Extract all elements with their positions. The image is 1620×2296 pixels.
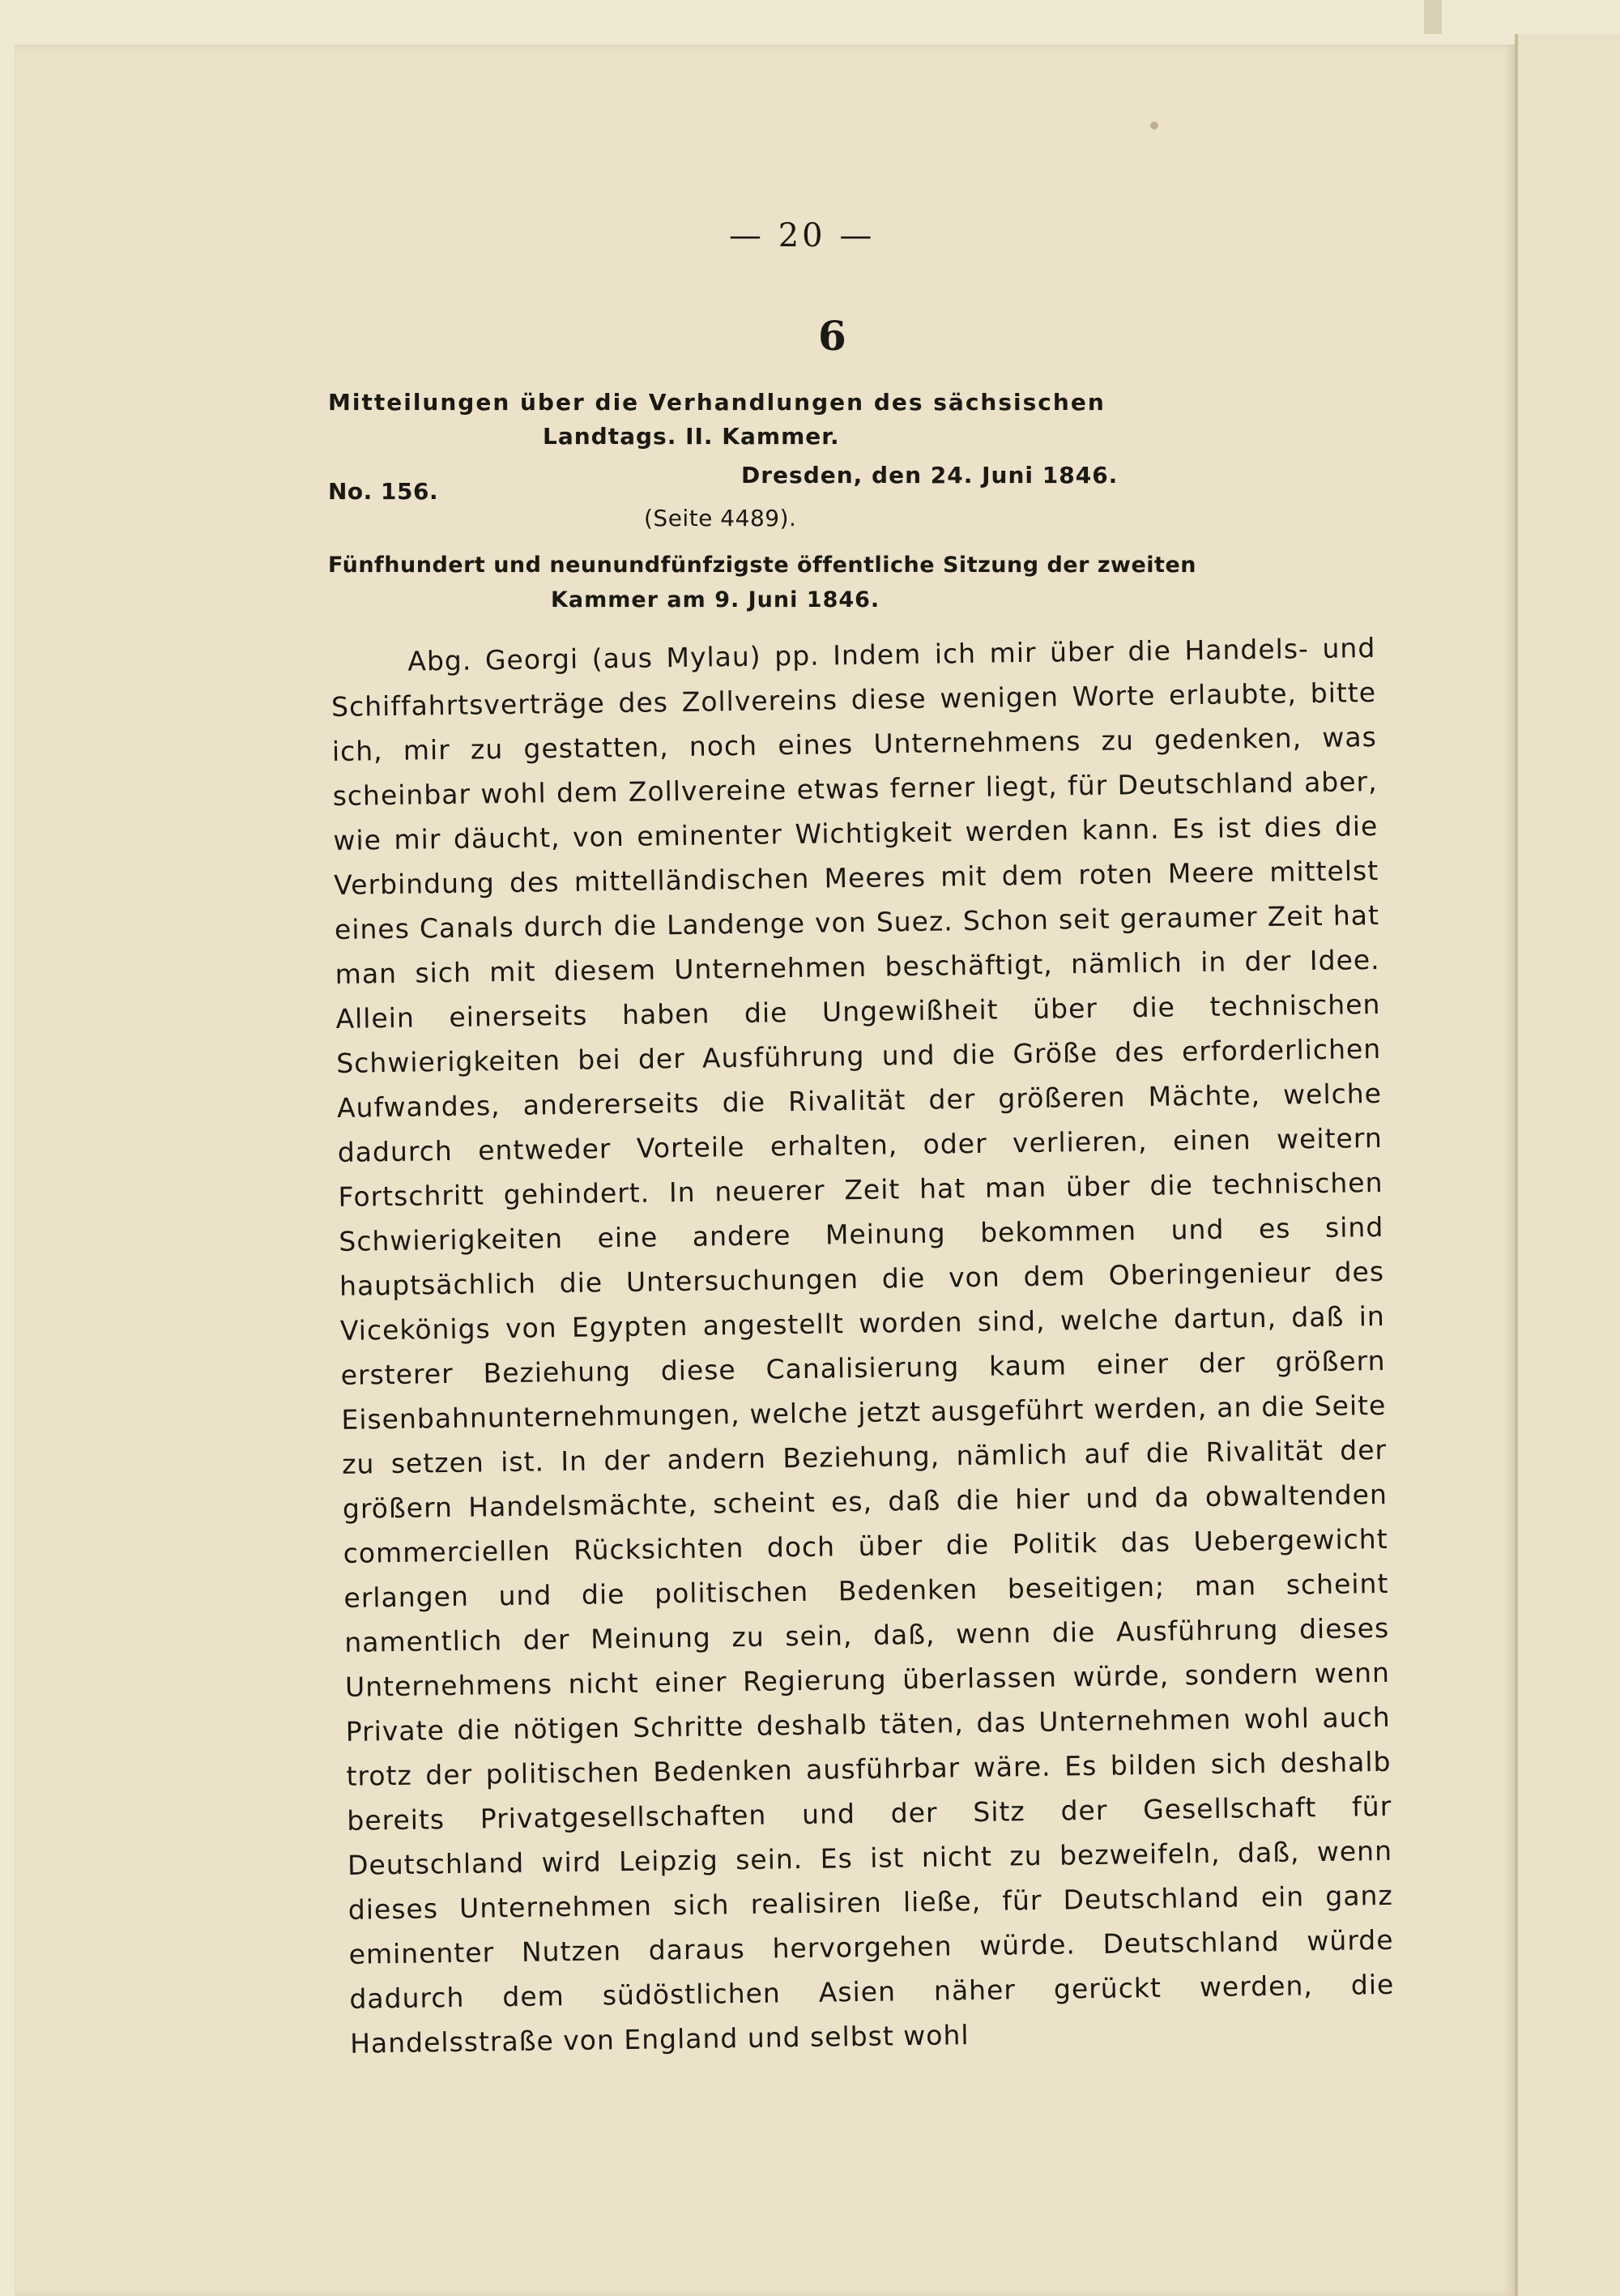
body-paragraph: Abg. Georgi (aus Mylau) pp. Indem ich mir über die Handels- und Schiffahrtsverträge des Zollvereins diese wenigen Worte erlaubte, bitte ich, mir zu gestatten, noch eines Unternehmens zu gedenken, was scheinbar wohl dem Zollvereine etwas ferner liegt, für Deutschland aber, wie mir däucht, von eminenter Wichtigkeit werden kann. Es ist dies die Verbindung des mittelländischen Meeres mit dem roten Meere mittelst eines Canals durch die Landenge von Suez. Schon seit geraumer Zeit hat man sich mit diesem Unternehmen beschäftigt, nämlich in der Idee. Allein einerseits haben die Ungewißheit über die technischen Schwierigkeiten bei der Ausführung und die Größe des erforderlichen Aufwandes, andererseits die Rivalität der größeren Mächte, welche dadurch entweder Vorteile erhalten, oder verlieren, einen weitern Fortschritt gehindert. In neuerer Zeit hat man über die technischen Schwierigkeiten eine andere Meinung bekommen und es sind hauptsächlich die Untersuchungen die von dem Oberingenieur des Vicekönigs von Egypten angestellt worden sind, welche dartun, daß in ersterer Beziehung diese Canalisierung kaum einer der größern Eisenbahnunternehmungen, welche jetzt ausgeführt werden, an die Seite zu setzen ist. In der andern Beziehung, nämlich auf die Rivalität der größern Handelsmächte, scheint es, daß die hier und da obwaltenden commerciellen Rücksichten doch über die Politik das Uebergewicht erlangen und die politischen Bedenken beseitigen; man scheint namentlich der Meinung zu sein, daß, wenn die Ausführung dieses Unternehmens nicht einer Regierung überlassen würde, sondern wenn Private die nötigen Schritte deshalb täten, das Unternehmen wohl auch trotz der politischen Bedenken ausführbar wäre. Es bilden sich deshalb bereits Privatgesellschaften und der Sitz der Gesellschaft für Deutschland wird Leipzig sein. Es ist nicht zu bezweifeln, daß, wenn dieses Unternehmen sich realisiren ließe, für Deutschland ein ganz eminenter Nutzen daraus hervorgehen würde. Deutschland würde dadurch dem südöstlichen Asien näher gerückt werden, die Handelsstraße von England und selbst wohl [330, 631, 1395, 2059]
paper-stain [1150, 122, 1158, 130]
session-title-line-1: Fünfhundert und neunundfünfzigste öffentliche Sitzung der zweiten [328, 553, 1196, 578]
page-number: — 20 — [729, 217, 876, 254]
next-page-strip [1518, 34, 1620, 2296]
heading-line-2: Landtags. II. Kammer. [543, 423, 840, 450]
issue-number: No. 156. [328, 478, 439, 505]
page-reference: (Seite 4489). [644, 505, 797, 531]
document-number: 6 [818, 312, 846, 360]
heading-line-1: Mitteilungen über die Verhandlungen des sächsischen [328, 389, 1106, 416]
scan-tab [1424, 0, 1442, 34]
issue-date: Dresden, den 24. Juni 1846. [741, 462, 1119, 489]
session-title-line-2: Kammer am 9. Juni 1846. [551, 587, 880, 612]
